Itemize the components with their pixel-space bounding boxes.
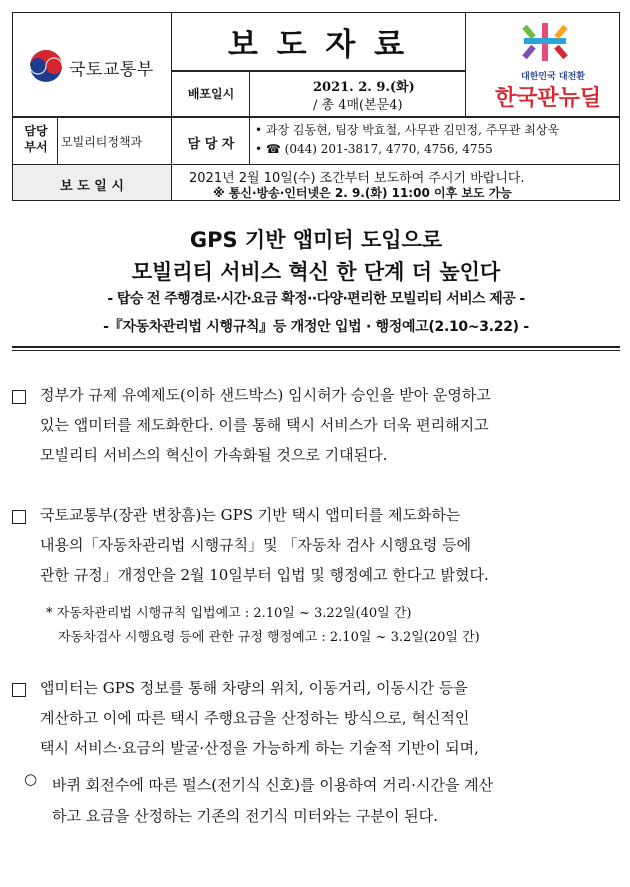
paragraph-3 [40,673,620,763]
p1-line3: 모빌리티 서비스의 혁신이 가속화될 것으로 기대된다. [40,446,388,464]
distribution-date: 2021. 2. 9.(화) [313,80,415,95]
note-1: * 자동차관리법 시행규칙 입법예고 : 2.10일 ~ 3.22일(40일 간) [46,606,412,621]
headline-divider [12,346,620,348]
checkbox-square-icon [12,390,26,404]
checkbox-square-icon [12,510,26,524]
contact-phone: • ☎ (044) 201-3817, 4770, 4756, 4755 [255,142,493,156]
p2-line3: 관한 규정」개정안을 2월 10일부터 입법 및 행정예고 한다고 밝혔다. [40,566,489,584]
headline-sub2: -『자동차관리법 시행규칙』등 개정안 입법 · 행정예고(2.10~3.22) - [103,319,529,335]
p2-line2: 내용의「자동차관리법 시행규칙」및 「자동차 검사 시행요령 등에 [40,536,472,554]
report-date-line2: ※ 통신·방송·인터넷은 2. 9.(화) 11:00 이후 보도 가능 [213,186,512,200]
label-distribution: 배포일시 [187,87,235,101]
paragraph-2 [40,500,620,590]
p2-line1: 국토교통부(장관 변창흠)는 GPS 기반 택시 앱미터를 제도화하는 [40,506,461,524]
page-count: / 총 4매(본문4) [313,98,403,113]
p3-line3: 택시 서비스·요금의 발굴·산정을 가능하게 하는 기술적 기반이 되며, [40,739,479,757]
report-date-line1: 2021년 2월 10일(수) 조간부터 보도하여 주시기 바랍니다. [189,171,525,186]
label-department [15,123,57,155]
p1-line1: 정부가 규제 유예제도(이하 샌드박스) 임시허가 승인을 받아 운영하고 [40,386,491,404]
checkbox-square-icon [12,683,26,697]
label-contact: 담 당 자 [187,137,235,152]
headline-line2: 모빌리티 서비스 혁신 한 단계 더 높인다 [131,260,501,284]
p3-line2: 계산하고 이에 따른 택시 주행요금을 산정하는 방식으로, 혁신적인 [40,709,470,727]
new-deal-logo-subtitle: 대한민국 대전환 [521,72,585,82]
note-2: 자동차검사 시행요령 등에 관한 규정 행정예고 : 2.10일 ~ 3.2일(20일 간) [58,630,480,645]
new-deal-logo-icon [518,21,572,63]
headline-sub1: - 탑승 전 주행경로·시간·요금 확정··다양·편리한 모빌리티 서비스 제공 - [107,291,525,307]
new-deal-logo-text: 한국판뉴딜 [494,86,602,111]
headline-divider-thin [12,350,620,351]
press-release-title: 보 도 자 료 [227,27,409,63]
p1-line2: 있는 앱미터를 제도화한다. 이를 통해 택시 서비스가 더욱 편리해지고 [40,416,489,434]
headline-line1: GPS 기반 앱미터 도입으로 [189,228,443,252]
ministry-name: 국토교통부 [69,60,154,80]
label-department-text: 담당 부서 [24,124,48,154]
paragraph-4 [52,770,622,832]
department-name: 모빌리티정책과 [61,135,143,149]
paragraph-1 [40,380,620,470]
p4-line1: 바퀴 회전수에 따른 펄스(전기식 신호)를 이용하여 거리·시간을 계산 [52,776,494,794]
ministry-emblem-icon [29,49,63,83]
contact-people: • 과장 김동현, 팀장 박효철, 사무관 김민정, 주무관 최상욱 [255,123,560,137]
label-report-date: 보 도 일 시 [60,179,124,194]
p4-line2: 하고 요금을 산정하는 기존의 전기식 미터와는 구분이 된다. [52,807,438,825]
p3-line1: 앱미터는 GPS 정보를 통해 차량의 위치, 이동거리, 이동시간 등을 [40,679,468,697]
circle-bullet-icon: ○ [24,770,38,788]
press-header-table [12,12,620,201]
